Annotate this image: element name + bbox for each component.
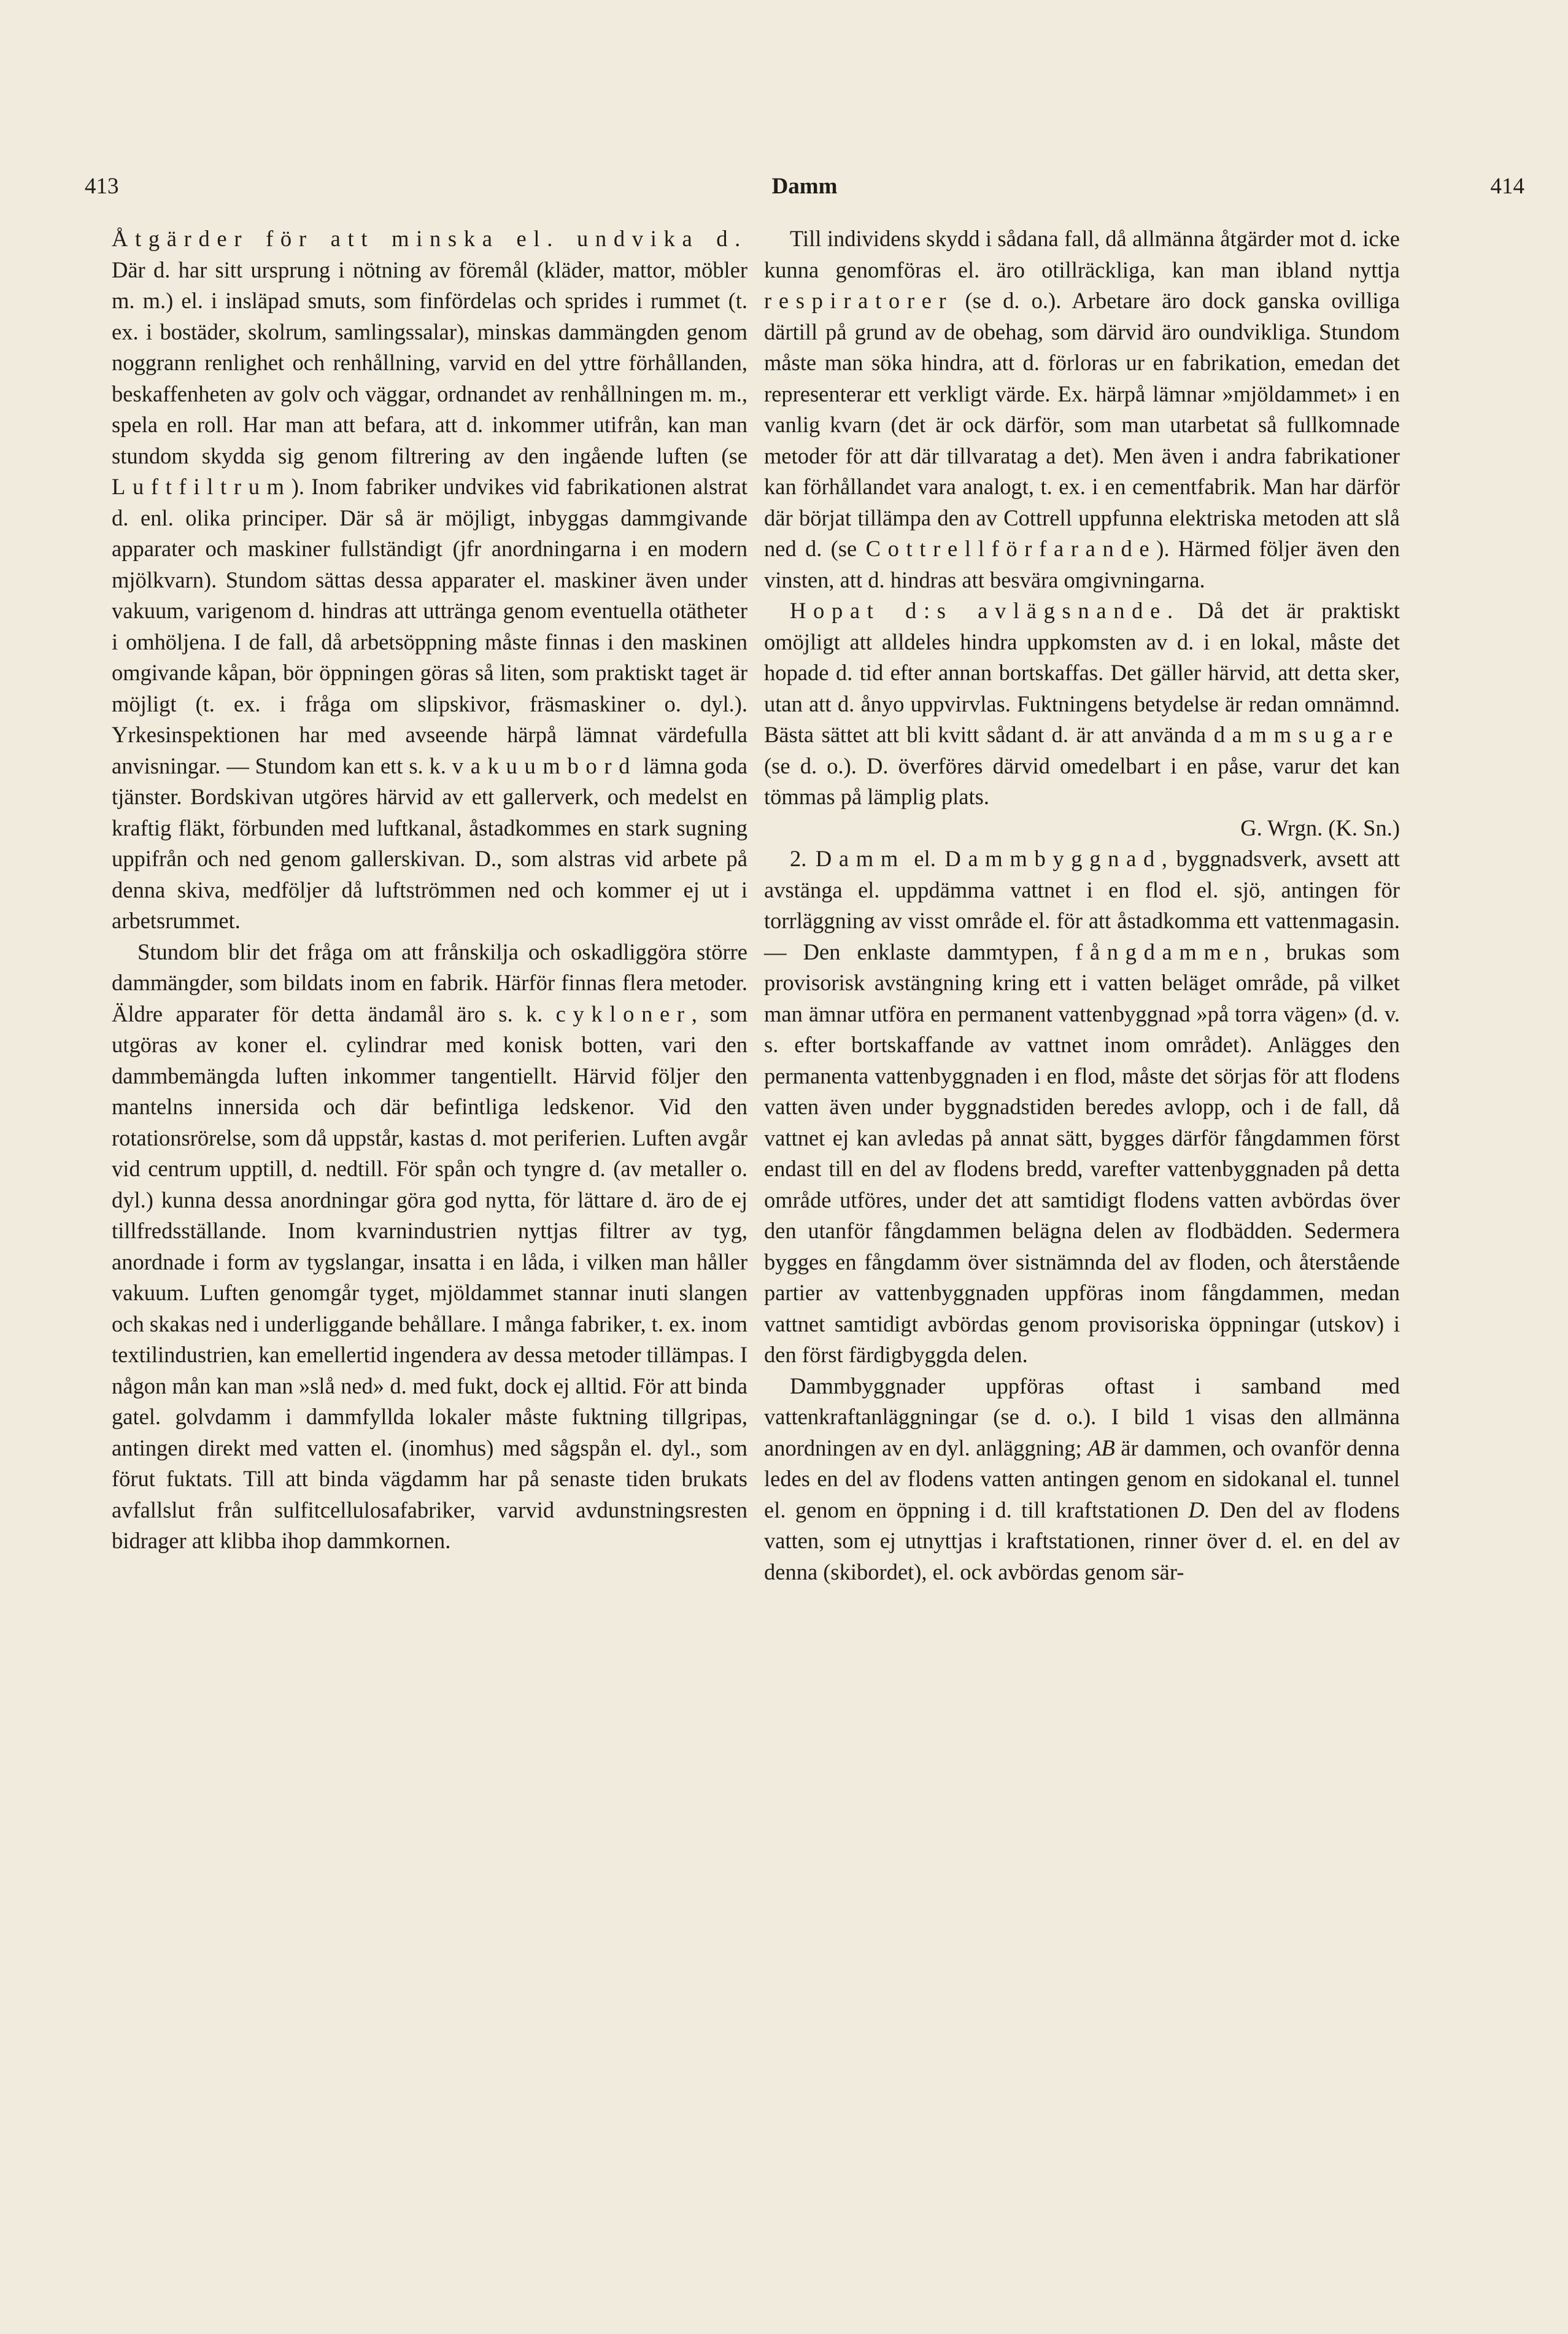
paragraph-vattenkraft [764,1371,1400,1588]
crossref-respiratorer: respiratorer [764,288,954,313]
paragraph-text: Där d. har sitt ursprung i nötning av föremål (kläder, mattor, möbler m. m.) el. i insläpad smuts, som finfördelas och sprides i rummet (t. ex. i bostäder, skolrum, samlingssalar), minskas dammängden genom noggrann renlighet och renhållning, varvid en del yttre förhållanden, beskaffenheten av golv och väggar, ordnandet av renhållningen m. m., spela en roll. Har man att befara, att d. inkommer utifrån, kan man stundom skydda sig genom filtrering av den ingående luften (se [112,257,747,468]
paragraph-text: Stundom blir det fråga om att frånskilja och oskadliggöra större dammängder, som bildats inom en fabrik. Härför finnas flera metoder. Äldre apparater för detta ändamål äro s. k. [112,939,747,1026]
page-number-right: 414 [1490,174,1524,199]
term-cykloner: cykloner [555,1001,692,1026]
paragraph-text: , byggnadsverk, avsett att avstänga el. uppdämma vattnet i en flod el. sjö, antingen för torrläggning av visst område el. för att åstadkomma ett vattenmagasin. — Den enklaste dammtypen, [764,846,1400,964]
crossref-dammsugare: dammsugare [1213,722,1400,747]
crossref-luftfiltrum: Luftfiltrum [112,474,292,499]
left-column [112,223,747,1557]
headword-dammbyggnad: Dammbyggnad [944,846,1162,871]
paragraph-text: ). Härmed följer även den vinsten, att d. hindras att besvära omgivningarna. [764,536,1400,592]
paragraph-text: (se d. o.). Arbetare äro dock ganska ovilliga därtill på grund av de obehag, som därvid äro oundvikliga. Stundom måste man söka hindra, att d. förloras ur en fabrikation, emedan det representerar ett verkligt värde. Ex. härpå lämnar »mjöldammet» i en vanlig kvarn (det är ock därför, som man utarbetat så fullkomnade metoder för att där tillvaratag a det). Men även i andra fabrikationer kan förhållandet vara analogt, t. ex. i en cementfabrik. Man har därför där börjat tillämpa den av Cottrell uppfunna elektriska metoden att slå ned d. (se [764,288,1400,561]
entry-number: 2. [790,846,816,871]
section-heading-atgarder: Åtgärder för att minska el. undvika d. [112,226,747,251]
paragraph-text: är dammen, och ovanför denna ledes en del av flodens vatten antingen genom en sidokanal el. tunnel el. genom en öppning i d. till kraftstationen [764,1435,1400,1522]
label-ab: AB [1087,1435,1115,1460]
paragraph-text: lämna goda tjänster. Bordskivan utgöres härvid av ett gallerverk, och medelst en kraftig fläkt, förbunden med luftkanal, åstadkommes en stark sugning uppifrån och ned genom gallerskivan. D., som alstras vid arbete på denna skiva, medföljer då luftströmmen ned och kommer ej ut i arbetsrummet. [112,753,747,933]
section-heading-hopat: Hopat d:s avlägsnande. [790,598,1180,623]
term-vakuumbord: vakuumbord [452,753,638,778]
label-d: D. [1188,1497,1210,1522]
paragraph-text: Dammbyggnader uppföras oftast i samband med vattenkraftanläggningar (se d. o.). I bild 1 visas den allmänna anordningen av en dyl. anläggning; [764,1373,1400,1460]
term-fangdammen: fångdammen [1075,939,1264,964]
page-header [85,173,1524,210]
paragraph-text: (se d. o.). D. överföres därvid omedelbart i en påse, varur det kan tömmas på lämplig plats. [764,753,1400,809]
paragraph-text: , som utgöras av koner el. cylindrar med konisk botten, vari den dammbemängda luften inkommer tangentiellt. Härvid följer den mantelns innersida och där befintliga ledskenor. Vid den rotationsrörelse, som då uppstår, kastas d. mot periferien. Luften avgår vid centrum upptill, d. nedtill. För spån och tyngre d. (av metaller o. dyl.) kunna dessa anordningar göra god nytta, för lättare d. äro de ej tillfredsställande. Inom kvarnindustrien nyttjas filtrer av tyg, anordnade i form av tygslangar, insatta i en låda, i vilken man håller vakuum. Luften genomgår tyget, mjöldammet stannar inuti slangen och skakas ned i underliggande behållare. I många fabriker, t. ex. inom textilindustrien, kan emellertid ingendera av dessa metoder tillämpas. I någon mån kan man »slå ned» d. med fukt, dock ej alltid. För att binda gatel. golvdamm i dammfyllda lokaler måste fuktning tillgripas, antingen direkt med vatten el. (inomhus) med sågspån el. dyl., som förut fuktats. Till att binda vägdamm har på senaste tiden brukats avfallslut från sulfitcellulosafabriker, varvid avdunstningsresten bidrager att klibba ihop dammkornen. [112,1001,747,1553]
paragraph-text: ). Inom fabriker undvikes vid fabrikationen alstrat d. enl. olika principer. Där så är möjligt, inbyggas dammgivande apparater och maskiner fullständigt (jfr anordningarna i en modern mjölkvarn). Stundom sättas dessa apparater el. maskiner även under vakuum, varigenom d. hindras att uttränga genom eventuella otätheter i omhöljena. I de fall, då arbetsöppning måste finnas i den maskinen omgivande kåpan, bör öppningen göras så liten, som praktiskt taget är möjligt (t. ex. i fråga om slipskivor, fräsmaskiner o. dyl.). Yrkesinspektionen har med avseende härpå lämnat värdefulla anvisningar. — Stundom kan ett s. k. [112,474,747,778]
page-number-left: 413 [85,174,119,199]
paragraph-dammbyggnad [764,843,1400,1371]
author-signature: G. Wrgn. (K. Sn.) [1240,815,1400,840]
paragraph-text: Till individens skydd i sådana fall, då allmänna åtgärder mot d. icke kunna genomföras el. äro otillräckliga, kan man ibland nyttja [764,226,1400,282]
paragraph-text: Då det är praktiskt omöjligt att alldeles hindra uppkomsten av d. i en lokal, måste det hopade d. tid efter annan bortskaffas. Det gäller härvid, att detta sker, utan att d. ånyo uppvirvlas. Fuktningens betydelse är redan omnämnd. Bästa sättet att bli kvitt sådant d. är att använda [764,598,1400,747]
running-title: Damm [771,174,838,199]
paragraph-text: Den del av flodens vatten, som ej utnyttjas i kraftstationen, rinner över d. el. en del av denna (skibordet), el. ock avbördas genom sär- [764,1497,1400,1584]
paragraph-hopat [764,595,1400,813]
paragraph-respiratorer [764,223,1400,595]
paragraph-cykloner [112,937,747,1557]
crossref-cottrellforfarande: Cottrellförfarande [865,536,1157,561]
paragraph-text: el. [905,846,945,871]
headword-damm: Damm [815,846,905,871]
right-column [764,223,1400,1588]
paragraph-text: , brukas som provisorisk avstängning kring ett i vatten beläget område, på vilket man ämnar utföra en permanent vattenbyggnad »på torra vägen» (d. v. s. efter bortskaffande av vattnet inom området). Anlägges den permanenta vattenbyggnaden i en flod, måste det sörjas för att flodens vatten även under byggnadstiden beredes avlopp, och i de fall, då vattnet ej kan avledas på annat sätt, bygges därför fångdammen först endast till en del av flodens bredd, varefter vattenbyggnaden på detta område utföres, under det att samtidigt flodens vatten avbördas över den utanför fångdammen belägna delen av flodbädden. Sedermera bygges en fångdamm över sistnämnda del av floden, och återstående partier av vattenbyggnaden uppföras inom fångdammen, medan vattnet samtidigt avbördas genom provisoriska öppningar (utskov) i den först färdigbyggda delen. [764,939,1400,1367]
paragraph-atgarder [112,223,747,937]
